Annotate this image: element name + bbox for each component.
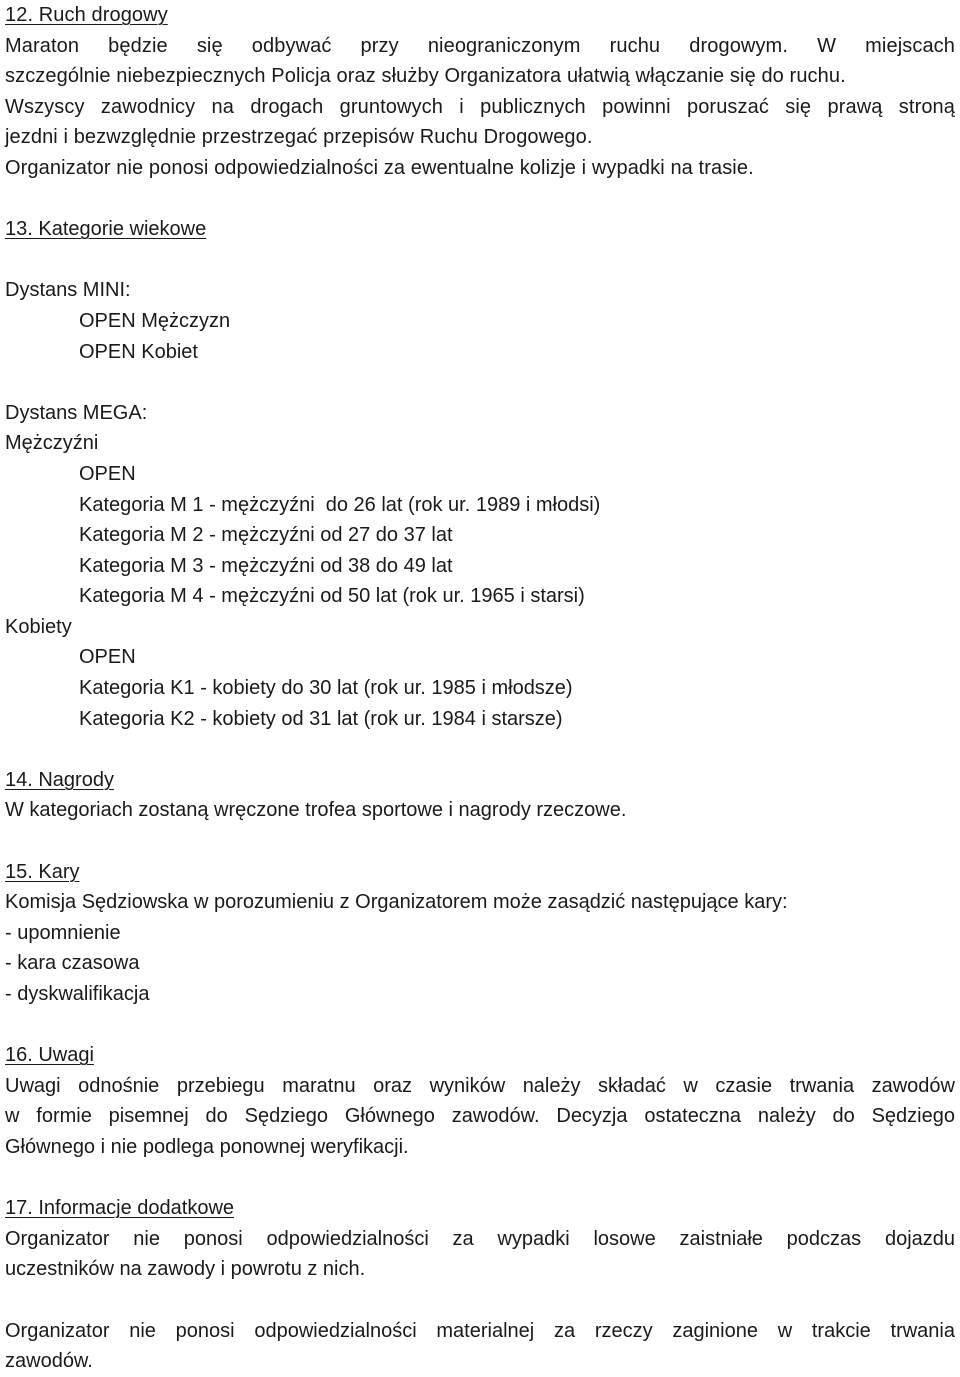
spacer bbox=[5, 826, 955, 857]
men-category-item: Kategoria M 2 - mężczyźni od 27 do 37 lat bbox=[79, 524, 453, 547]
penalty-item: - kara czasowa bbox=[5, 952, 140, 975]
section-15-kary bbox=[5, 857, 955, 1010]
section-12-line-2: szczególnie niebezpiecznych Policja oraz służby Organizatora ułatwią włączanie się do ruchu. bbox=[5, 65, 846, 88]
spacer bbox=[5, 245, 955, 276]
penalty-item: - upomnienie bbox=[5, 921, 121, 944]
men-category-item: Kategoria M 4 - mężczyźni od 50 lat (rok ur. 1965 i starsi) bbox=[79, 585, 585, 608]
section-14-nagrody bbox=[5, 765, 955, 826]
spacer bbox=[5, 1010, 955, 1041]
section-13-heading: 13. Kategorie wiekowe bbox=[5, 218, 207, 241]
section-12-heading: 12. Ruch drogowy bbox=[5, 4, 168, 26]
section-12-line-5: Organizator nie ponosi odpowiedzialności za ewentualne kolizje i wypadki na trasie. bbox=[5, 156, 754, 179]
men-category-item: OPEN bbox=[79, 462, 136, 485]
mini-category-item: OPEN Mężczyzn bbox=[79, 309, 231, 332]
section-16-line-1: Uwagi odnośnie przebiegu maratnu oraz wyników należy składać w czasie trwania zawodów bbox=[5, 1074, 955, 1097]
section-17-informacje-dodatkowe bbox=[5, 1193, 955, 1377]
penalty-item: - dyskwalifikacja bbox=[5, 983, 150, 1005]
mini-category-item: OPEN Kobiet bbox=[79, 340, 198, 363]
section-15-text: Komisja Sędziowska w porozumieniu z Organizatorem może zasądzić następujące kary: bbox=[5, 891, 788, 914]
section-17-para2-line-2: zawodów. bbox=[5, 1350, 93, 1373]
section-16-heading: 16. Uwagi bbox=[5, 1044, 94, 1067]
spacer bbox=[5, 1285, 955, 1316]
section-12-line-4: jezdni i bezwzględnie przestrzegać przepisów Ruchu Drogowego. bbox=[5, 126, 593, 149]
women-category-item: OPEN bbox=[79, 646, 136, 669]
men-category-item: Kategoria M 1 - mężczyźni do 26 lat (rok ur. 1989 i młodsi) bbox=[79, 493, 601, 516]
section-17-para2-line-1: Organizator nie ponosi odpowiedzialności materialnej za rzeczy zaginione w trakcie trwania bbox=[5, 1319, 955, 1342]
spacer bbox=[5, 1163, 955, 1194]
section-13-kategorie-wiekowe bbox=[5, 214, 955, 734]
section-15-heading: 15. Kary bbox=[5, 860, 80, 883]
section-17-para1-line-2: uczestników na zawody i powrotu z nich. bbox=[5, 1258, 366, 1281]
section-16-line-2: w formie pisemnej do Sędziego Głównego zawodów. Decyzja ostateczna należy do Sędziego bbox=[5, 1105, 955, 1128]
mega-distance-label: Dystans MEGA: bbox=[5, 401, 148, 424]
spacer bbox=[5, 734, 955, 765]
men-category-item: Kategoria M 3 - mężczyźni od 38 do 49 lat bbox=[79, 554, 453, 577]
mini-distance-label: Dystans MINI: bbox=[5, 279, 131, 302]
section-12-ruch-drogowy bbox=[5, 0, 955, 184]
men-group-label: Mężczyźni bbox=[5, 432, 99, 455]
women-category-item: Kategoria K1 - kobiety do 30 lat (rok ur. 1985 i młodsze) bbox=[79, 677, 573, 700]
women-category-item: Kategoria K2 - kobiety od 31 lat (rok ur. 1984 i starsze) bbox=[79, 707, 563, 730]
spacer bbox=[5, 184, 955, 215]
document-page bbox=[5, 0, 955, 1377]
spacer bbox=[5, 367, 955, 398]
section-14-text: W kategoriach zostaną wręczone trofea sportowe i nagrody rzeczowe. bbox=[5, 799, 627, 822]
section-12-line-1: Maraton będzie się odbywać przy nieograniczonym ruchu drogowym. W miejscach bbox=[5, 34, 955, 57]
women-group-label: Kobiety bbox=[5, 615, 72, 638]
section-14-heading: 14. Nagrody bbox=[5, 768, 114, 791]
section-12-line-3: Wszyscy zawodnicy na drogach gruntowych i publicznych powinni poruszać się prawą stroną bbox=[5, 95, 955, 118]
section-17-para1-line-1: Organizator nie ponosi odpowiedzialności za wypadki losowe zaistniałe podczas dojazdu bbox=[5, 1227, 955, 1250]
section-16-uwagi bbox=[5, 1040, 955, 1162]
section-17-heading: 17. Informacje dodatkowe bbox=[5, 1197, 235, 1220]
section-16-line-3: Głównego i nie podlega ponownej weryfikacji. bbox=[5, 1135, 409, 1158]
